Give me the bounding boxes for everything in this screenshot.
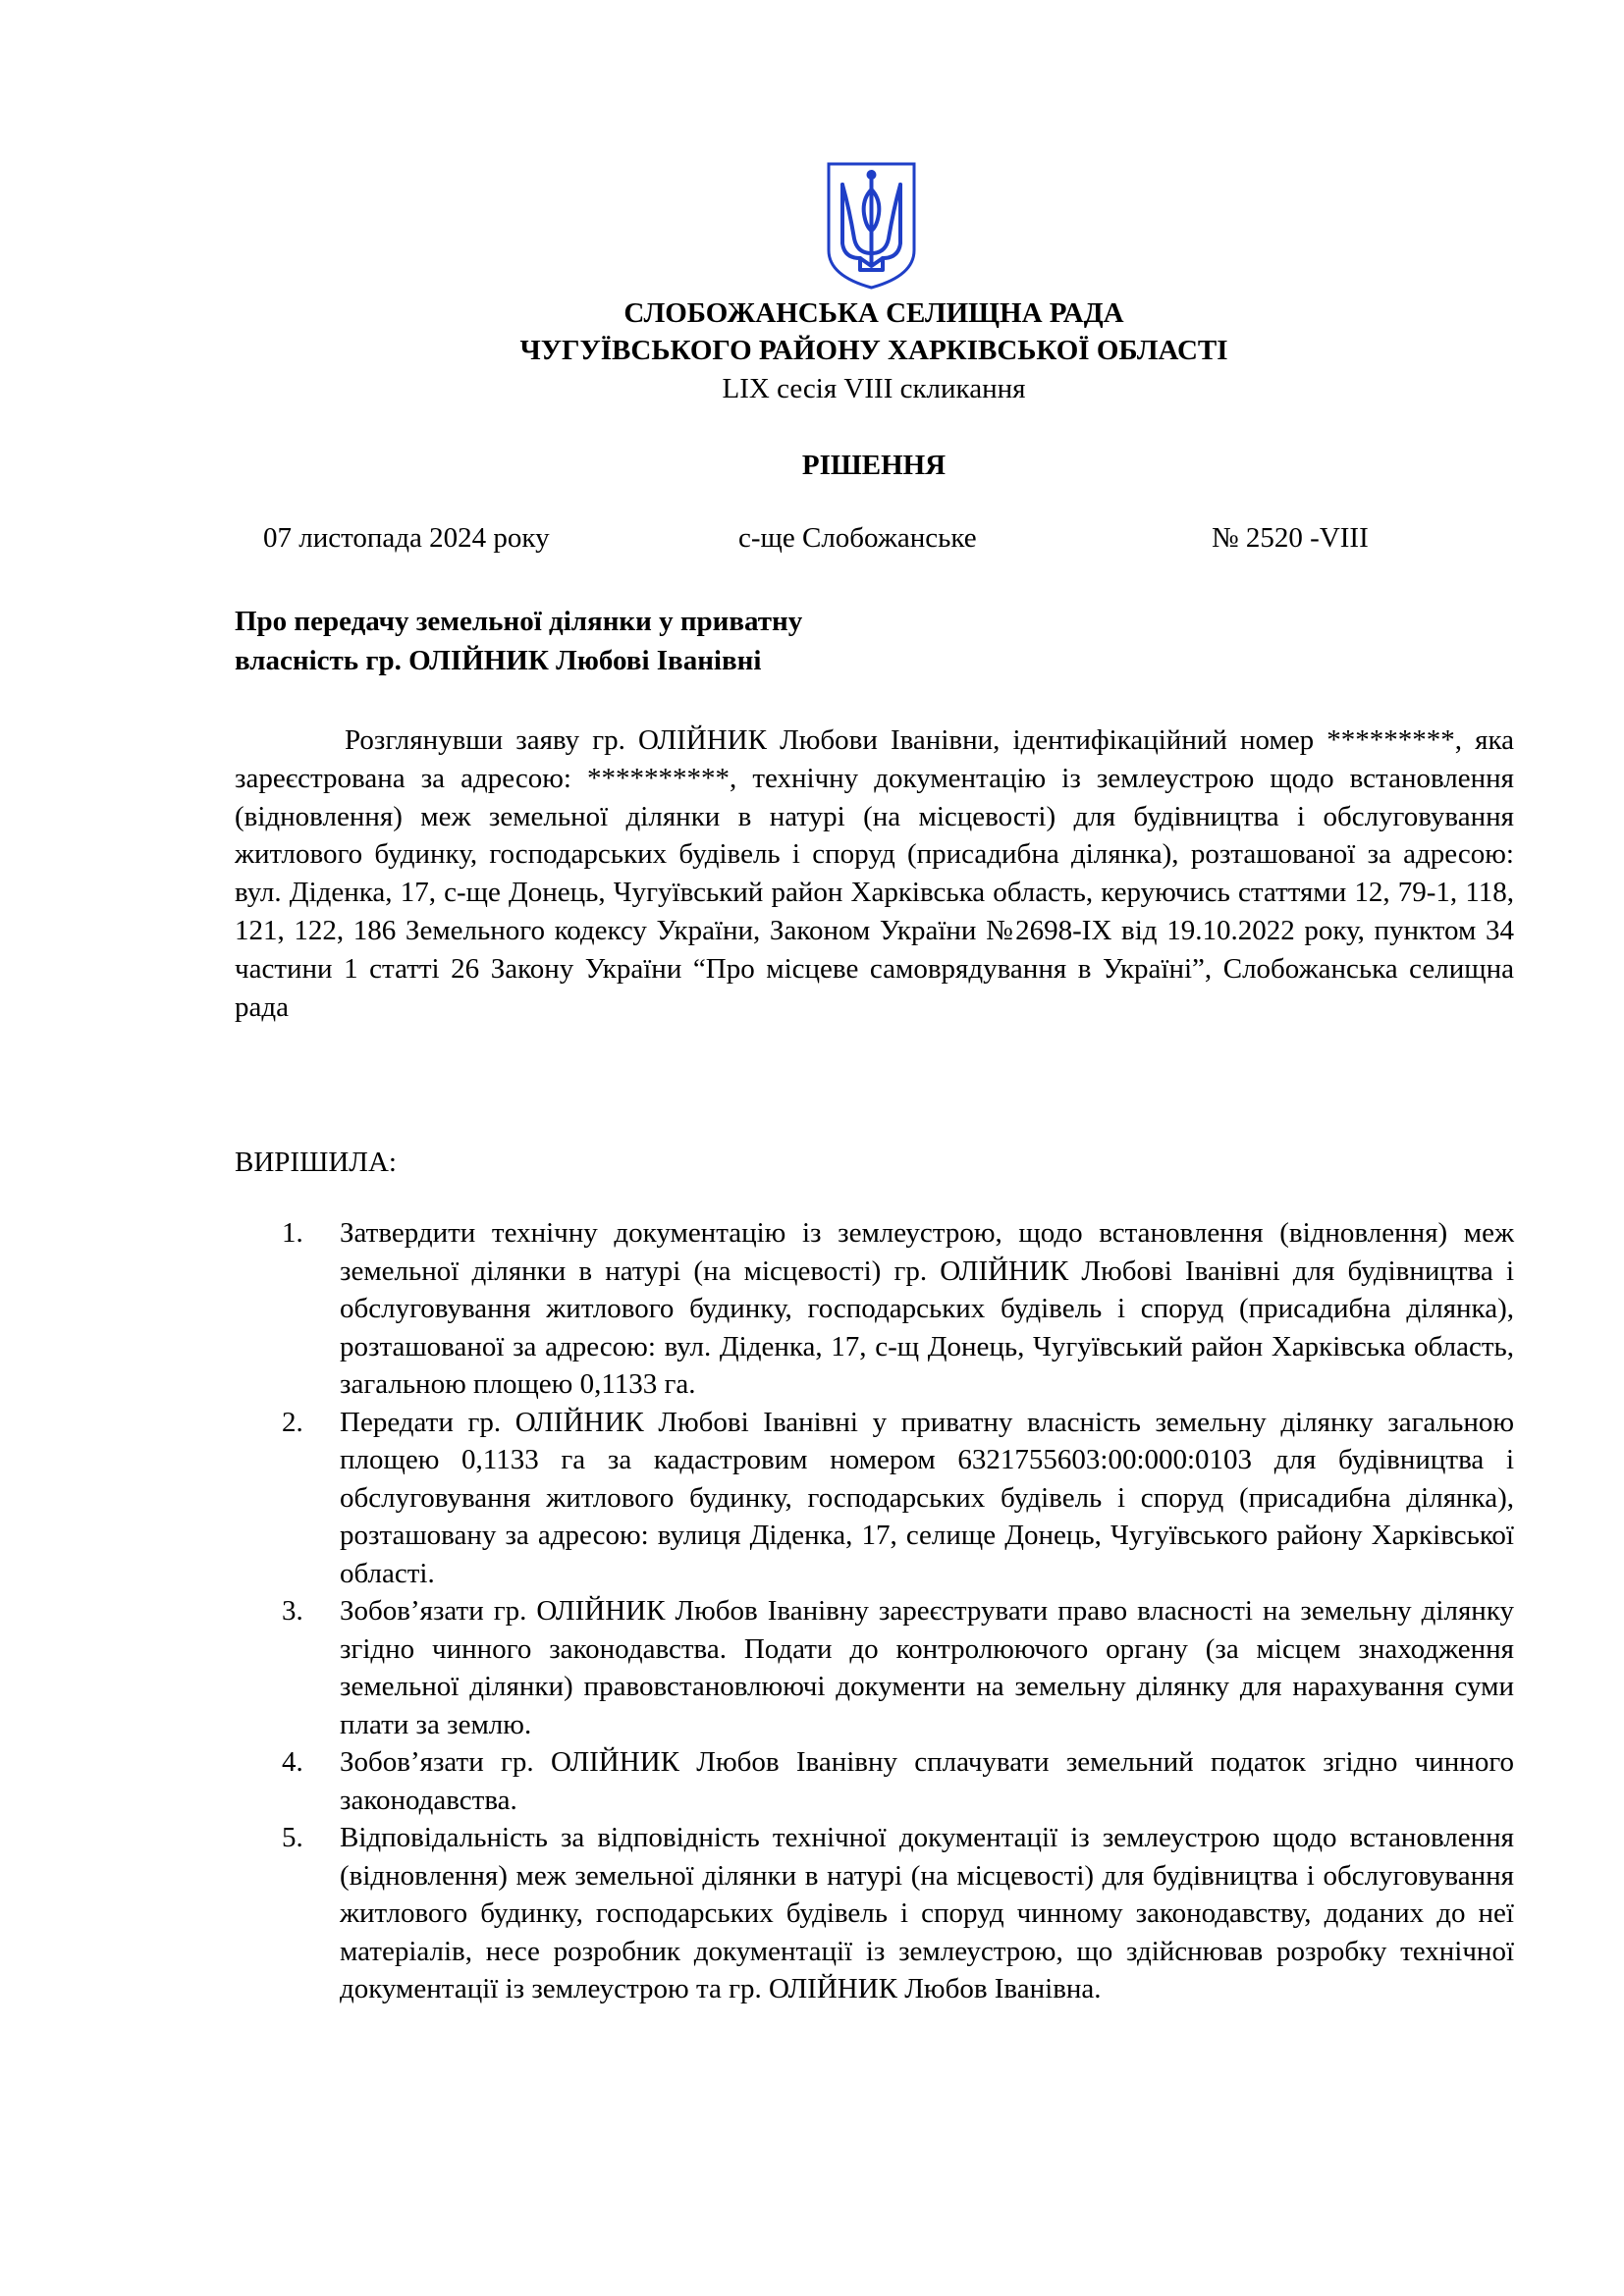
decision-date: 07 листопада 2024 року — [263, 522, 550, 554]
item-number: 5. — [282, 1822, 303, 1853]
organization-name: СЛОБОЖАНСЬКА СЕЛИЩНА РАДА — [623, 297, 1124, 329]
item-text: Зобов’язати гр. ОЛІЙНИК Любов Іванівну сплачувати земельний податок згідно чинного законодавства. — [340, 1746, 1514, 1816]
session-info: LIX сесія VIII скликання — [722, 373, 1026, 404]
item-number: 3. — [282, 1595, 303, 1627]
item-text: Передати гр. ОЛІЙНИК Любові Іванівні у приватну власність земельну ділянку загальною площею 0,1133 га за кадастровим номером 6321755603:00:000:0103 для будівництва і обслуговування житлового будинку, господарських будівель і споруд (присадибна ділянка), розташовану за адресою: вулиця Діденка, 17, селище Донець, Чугуївського району Харківської області. — [340, 1406, 1514, 1589]
decision-items-list — [235, 1214, 1514, 2008]
coat-of-arms-of-ukraine-icon — [825, 160, 918, 292]
item-number: 4. — [282, 1746, 303, 1778]
item-text: Затвердити технічну документацію із землеустрою, щодо встановлення (відновлення) меж земельної ділянки в натурі (на місцевості) гр. ОЛІЙНИК Любові Іванівні для будівництва і обслуговування житлового будинку, господарських будівель і споруд (присадибна ділянка), розташованої за адресою: вул. Діденка, 17, с-щ Донець, Чугуївський район Харківська область, загальною площею 0,1133 га. — [340, 1217, 1514, 1400]
decision-number: № 2520 -VIII — [1212, 522, 1369, 554]
subject-line: Про передачу земельної ділянки у приватну — [235, 606, 803, 637]
list-item — [235, 1592, 1514, 1743]
item-number: 1. — [282, 1217, 303, 1249]
decision-subject — [235, 602, 802, 680]
list-item — [235, 1214, 1514, 1404]
item-text: Зобов’язати гр. ОЛІЙНИК Любов Іванівну зареєструвати право власності на земельну ділянку згідно чинного законодавства. Подати до контролюючого органу (за місцем знаходження земельної ділянки) правовстановлюючі документи на земельну ділянку для нарахування суми плати за землю. — [340, 1595, 1514, 1740]
list-item — [235, 1743, 1514, 1819]
list-item — [235, 1819, 1514, 2008]
organization-district: ЧУГУЇВСЬКОГО РАЙОНУ ХАРКІВСЬКОЇ ОБЛАСТІ — [519, 335, 1228, 366]
item-number: 2. — [282, 1406, 303, 1438]
list-item — [235, 1404, 1514, 1593]
document-type-title: РІШЕННЯ — [801, 450, 947, 481]
decision-place: с-ще Слобожанське — [738, 522, 977, 554]
preamble-paragraph — [235, 721, 1514, 1026]
subject-line: власність гр. ОЛІЙНИК Любові Іванівні — [235, 645, 762, 676]
decided-label: ВИРІШИЛА: — [235, 1147, 397, 1178]
item-text: Відповідальність за відповідність технічної документації із землеустрою щодо встановлення (відновлення) меж земельної ділянки в натурі (на місцевості) для будівництва і обслуговування житлового будинку, господарських будівель і споруд чинному законодавству, доданих до неї матеріалів, несе розробник документації із землеустрою, що здійснював розробку технічної документації із землеустрою та гр. ОЛІЙНИК Любов Іванівна. — [340, 1822, 1514, 2004]
preamble-text: Розглянувши заяву гр. ОЛІЙНИК Любови Іванівни, ідентифікаційний номер *********, яка зареєстрована за адресою: **********, технічну документацію із землеустрою щодо встановлення (відновлення) меж земельної ділянки в натурі (на місцевості) для будівництва і обслуговування житлового будинку, господарських будівель і споруд (присадибна ділянка), розташованої за адресою: вул. Діденка, 17, с-ще Донець, Чугуївський район Харківська область, керуючись статтями 12, 79-1, 118, 121, 122, 186 Земельного кодексу України, Законом України №2698-IX від 19.10.2022 року, пунктом 34 частини 1 статті 26 Закону України “Про місцеве самоврядування в Україні”, Слобожанська селищна рада — [235, 724, 1514, 1023]
